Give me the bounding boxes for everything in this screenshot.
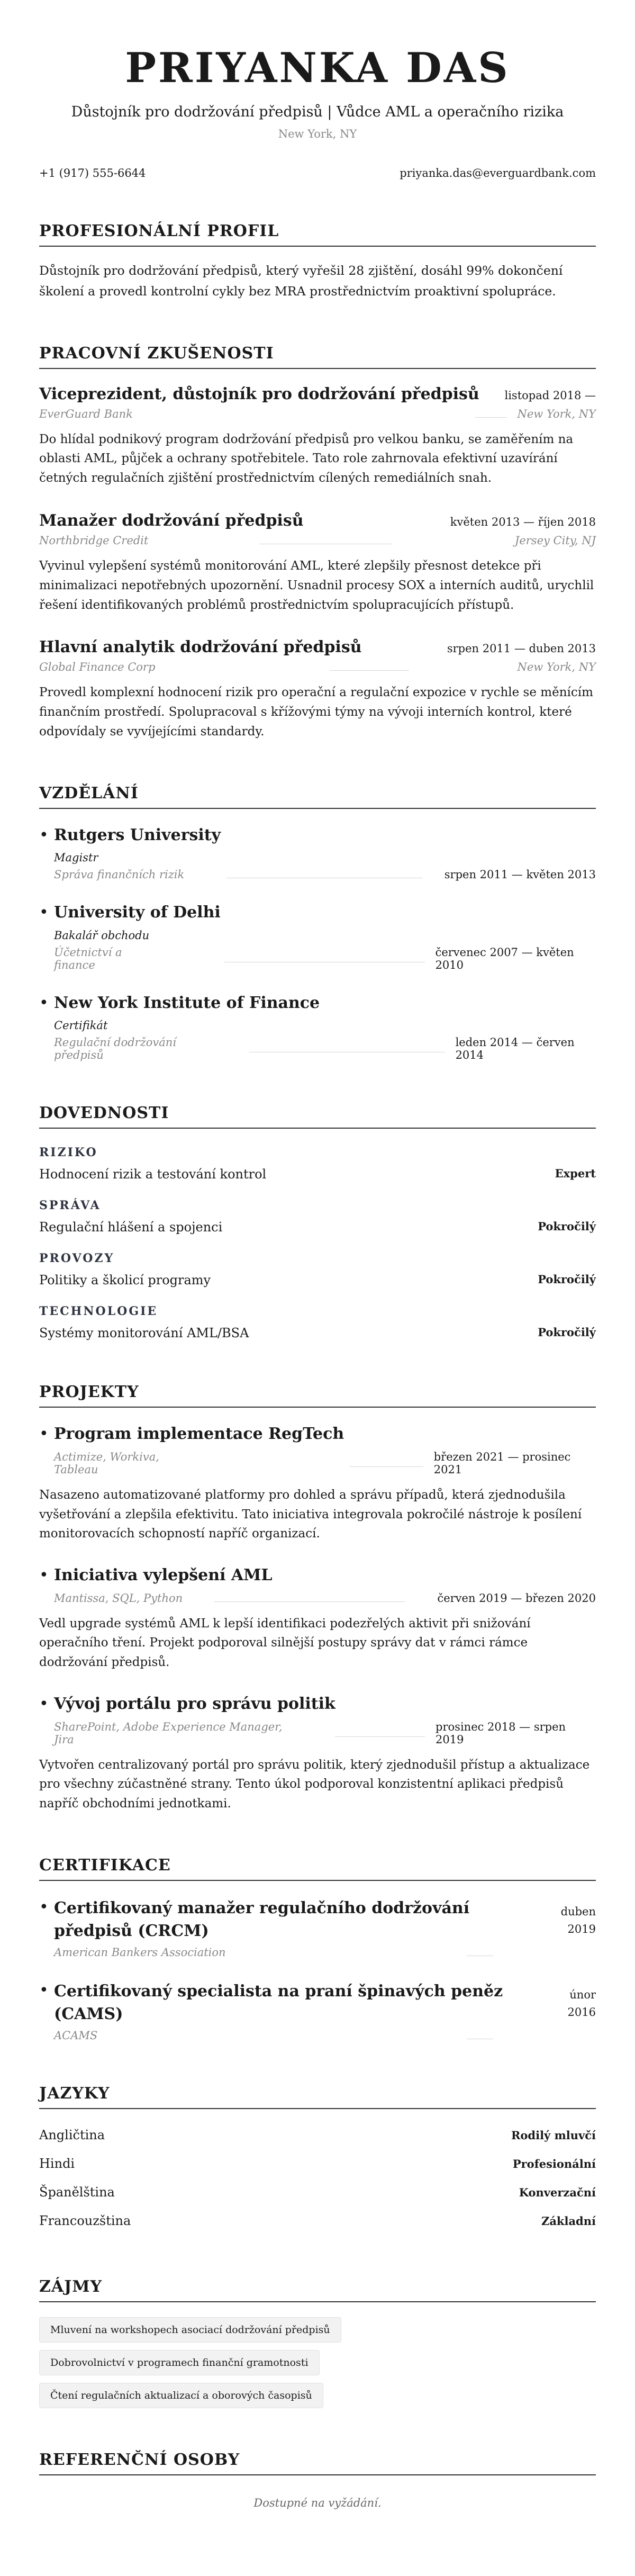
education-dates: leden 2014 — červen 2014 (455, 1036, 575, 1062)
certification-issuer: American Bankers Association (54, 1945, 226, 1959)
language-level: Profesionální (512, 2157, 596, 2170)
education-section (39, 784, 596, 1062)
section-title-interests: ZÁJMY (39, 2277, 596, 2302)
skill-level: Pokročilý (538, 1220, 596, 1233)
skill-group (39, 1199, 596, 1235)
certifications-section (39, 1856, 596, 2042)
interest-chip: Mluvení na workshopech asociací dodržování předpisů (39, 2317, 341, 2343)
job-description: Vyvinul vylepšení systémů monitorování AML, které zlepšily přesnost detekce při minimalizaci nepotřebných upozornění. Usnadnil procesy SOX a interních auditů, urychlil řešení identifikovaných problémů prostřednictvím spolupracujících přístupů. (39, 559, 594, 612)
job-entry (39, 638, 596, 741)
project-description: Vedl upgrade systémů AML k lepší identifikaci podezřelých aktivit při snižování operačního tření. Projekt podporoval silnější postupy správy dat v rámci rámce dodržování předpisů. (39, 1616, 531, 1670)
language-level: Rodilý mluvčí (511, 2128, 596, 2142)
skill-level: Pokročilý (538, 1273, 596, 1286)
project-entry (39, 1565, 596, 1672)
language-level: Základní (541, 2214, 596, 2228)
project-dates: červen 2019 — březen 2020 (437, 1591, 596, 1605)
education-entry (39, 902, 596, 971)
language-level: Konverzační (519, 2185, 596, 2199)
references-text: Dostupné na vyžádání. (253, 2496, 382, 2509)
summary-section (39, 222, 596, 302)
email-address: priyanka.das@everguardbank.com (400, 167, 596, 180)
skill-group (39, 1304, 596, 1340)
job-description: Provedl komplexní hodnocení rizik pro operační a regulační expozice v rychle se měnícím finančním prostředí. Spolupracoval s křížovými týmy na vývoji interních kontrol, které odpovídaly se vyvíjejícími standardy. (39, 686, 593, 738)
language-row (39, 2149, 596, 2178)
education-entry (39, 825, 596, 881)
candidate-location: New York, NY (278, 128, 357, 141)
experience-section (39, 344, 596, 742)
education-degree: Bakalář obchodu (54, 929, 150, 942)
education-field: Účetnictví a finance (54, 945, 122, 971)
section-title-skills: DOVEDNOSTI (39, 1104, 596, 1129)
job-location: Jersey City, NJ (514, 534, 596, 547)
skill-name: Hodnocení rizik a testování kontrol (39, 1167, 267, 1182)
job-description: Do hlídal podnikový program dodržování předpisů pro velkou banku, se zaměřením na oblasti AML, půjček a ochrany spotřebitele. Tato role zahrnovala efektivní uzavírání četných regulačních zjištění prostřednictvím cílených remediálních snah. (39, 432, 574, 485)
project-name: • Vývoj portálu pro správu politik (54, 1695, 335, 1714)
job-company: Northbridge Credit (39, 534, 149, 547)
section-title-languages: JAZYKY (39, 2084, 596, 2109)
project-entry (39, 1424, 596, 1544)
education-degree: Magistr (54, 851, 98, 864)
job-company: EverGuard Bank (39, 407, 133, 420)
education-entry (39, 993, 596, 1062)
skill-category: TECHNOLOGIE (39, 1304, 158, 1319)
phone-number: +1 (917) 555-6644 (39, 167, 146, 180)
job-dates: listopad 2018 — (504, 389, 596, 402)
skill-category: RIZIKO (39, 1146, 98, 1160)
project-dates: březen 2021 — prosinec 2021 (433, 1450, 571, 1476)
education-field: Regulační dodržování předpisů (54, 1036, 177, 1062)
language-row (39, 2178, 596, 2206)
skill-group (39, 1251, 596, 1287)
skills-section (39, 1104, 596, 1340)
skill-level: Expert (555, 1167, 596, 1181)
section-title-certifications: CERTIFIKACE (39, 1856, 596, 1881)
certification-issuer: ACAMS (54, 2029, 98, 2042)
section-title-projects: PROJEKTY (39, 1383, 596, 1408)
interest-chip: Čtení regulačních aktualizací a oborových časopisů (39, 2383, 323, 2408)
skill-category: SPRÁVA (39, 1199, 101, 1213)
languages-section (39, 2084, 596, 2235)
project-dates: prosinec 2018 — srpen 2019 (436, 1720, 566, 1746)
project-description: Nasazeno automatizované platformy pro dohled a správu případů, která zjednodušila vyšetřování a zlepšila efektivitu. Tato iniciativa integrovala pokročilé nástroje k posílení monitorovacích schopností napříč organizací. (39, 1488, 582, 1541)
project-entry (39, 1694, 596, 1814)
language-name: Angličtina (39, 2127, 105, 2142)
project-description: Vytvořen centralizovaný portál pro správu politik, který zjednodušil přístup a aktualizace pro všechny zúčastněné strany. Tento úkol podporoval konzistentní aplikaci předpisů napříč obchodními jednotkami. (39, 1758, 590, 1811)
candidate-name: PRIYANKA DAS (125, 44, 510, 92)
job-location: New York, NY (517, 661, 596, 674)
language-name: Francouzština (39, 2213, 131, 2228)
skill-name: Regulační hlášení a spojenci (39, 1220, 223, 1235)
education-institution: • Rutgers University (54, 825, 221, 844)
certification-year: 2016 (567, 2006, 596, 2019)
certification-month: únor (569, 1988, 596, 2001)
education-dates: červenec 2007 — květen 2010 (435, 945, 574, 971)
interest-chip: Dobrovolnictví v programech finanční gramotnosti (39, 2350, 320, 2375)
project-name: • Program implementace RegTech (54, 1425, 344, 1444)
project-tools: Actimize, Workiva, Tableau (54, 1450, 159, 1476)
job-dates: srpen 2011 — duben 2013 (447, 642, 596, 655)
certification-name: • Certifikovaný manažer regulačního dodržování předpisů (CRCM) (54, 1898, 470, 1941)
summary-text: Důstojník pro dodržování předpisů, který vyřešil 28 zjištění, dosáhl 99% dokončení školení a provedl kontrolní cykly bez MRA prostřednictvím proaktivní spolupráce. (39, 263, 563, 299)
language-row (39, 2206, 596, 2235)
skill-name: Politiky a školicí programy (39, 1273, 211, 1288)
certification-entry (39, 1980, 596, 2042)
education-field: Správa finančních rizik (54, 868, 185, 881)
education-degree: Certifikát (54, 1019, 108, 1032)
job-dates: květen 2013 — říjen 2018 (450, 516, 596, 529)
education-dates: srpen 2011 — květen 2013 (444, 868, 596, 881)
job-company: Global Finance Corp (39, 661, 156, 674)
job-title: Manažer dodržování předpisů (39, 511, 304, 530)
section-title-references: REFERENČNÍ OSOBY (39, 2451, 596, 2475)
skill-group (39, 1146, 596, 1182)
section-title-experience: PRACOVNÍ ZKUŠENOSTI (39, 344, 596, 369)
education-institution: • University of Delhi (54, 903, 221, 922)
job-entry (39, 511, 596, 615)
resume-header (39, 44, 596, 141)
education-institution: • New York Institute of Finance (54, 993, 320, 1012)
certification-year: 2019 (567, 1923, 596, 1936)
skill-category: PROVOZY (39, 1251, 115, 1266)
job-entry (39, 385, 596, 488)
language-name: Hindi (39, 2156, 75, 2171)
candidate-headline: Důstojník pro dodržování předpisů | Vůdce AML a operačního rizika (71, 104, 564, 120)
projects-section (39, 1383, 596, 1814)
section-title-summary: PROFESIONÁLNÍ PROFIL (39, 222, 596, 247)
project-tools: SharePoint, Adobe Experience Manager, Jira (54, 1720, 283, 1746)
job-location: New York, NY (517, 407, 596, 420)
certification-name: • Certifikovaný specialista na praní špinavých peněz (CAMS) (54, 1981, 503, 2024)
certification-month: duben (560, 1905, 596, 1918)
contact-row (39, 167, 596, 179)
project-tools: Mantissa, SQL, Python (54, 1591, 183, 1605)
job-title: Viceprezident, důstojník pro dodržování předpisů (39, 384, 479, 403)
interests-section (39, 2277, 596, 2408)
references-section (39, 2451, 596, 2509)
language-name: Španělština (39, 2184, 115, 2200)
language-row (39, 2121, 596, 2149)
skill-level: Pokročilý (538, 1326, 596, 1339)
section-title-education: VZDĚLÁNÍ (39, 784, 596, 809)
skill-name: Systémy monitorování AML/BSA (39, 1326, 249, 1341)
certification-entry (39, 1897, 596, 1959)
project-name: • Iniciativa vylepšení AML (54, 1566, 273, 1585)
job-title: Hlavní analytik dodržování předpisů (39, 638, 362, 657)
